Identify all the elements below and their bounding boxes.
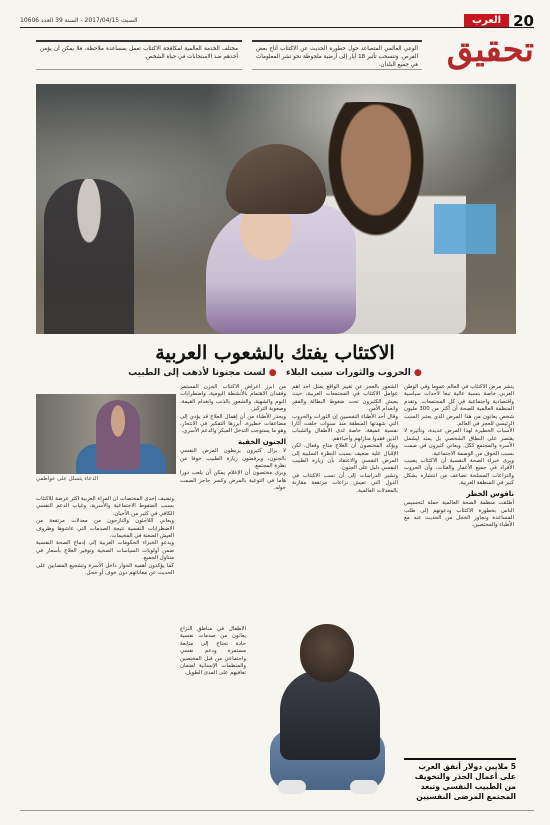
woman-photo-caption: الدعاء يتسلل على عواطفي	[36, 476, 99, 482]
paragraph: وتشير الدراسات إلى أن نسب الاكتئاب في الدول التي تعيش نزاعات مرتفعة مقارنة بالمعدلات العالمية.	[292, 472, 398, 494]
article-column-1	[404, 384, 514, 804]
paragraph: ويدعو الخبراء الحكومات العربية إلى إدماج الصحة النفسية ضمن أولويات السياسات الصحية وتوفير العلاج بأسعار في متناول الجميع.	[36, 540, 174, 562]
article-subheadline	[110, 368, 440, 378]
issue-info: السبت 2017/04/15 - السنة 39 العدد 10606	[20, 17, 138, 24]
brand-logo: العرب	[464, 14, 509, 27]
paragraph: ويعاني اللاجئون والنازحون من معدلات مرتفعة من الاضطرابات النفسية نتيجة الصدمات التي عاشوها وظروف العيش الصعبة في المخيمات.	[36, 518, 174, 540]
photo-boy-shoe	[278, 780, 306, 794]
pull-quote-2: مختلف الخدمة العالمية لمكافحة الاكتئاب تعمل بمساعدة ملاحظة، فلا يمكن أن يؤمن أحدهم ضد الاستجابات في حياة الشخص.	[36, 40, 242, 70]
article-column-3	[180, 384, 286, 624]
photo-boy-shoe	[350, 780, 378, 794]
photo-bystander	[44, 179, 134, 334]
paragraph: الأسباب الخطيرة لهذا المرض عديدة، وتأثيره لا يقتصر على النطاق الشخصي بل يمتد ليشمل الأسرة والمجتمع ككل. ويعاني كثيرون في صمت بسبب الخوف من الوصمة الاجتماعية.	[404, 428, 514, 457]
photo-boy-head	[300, 624, 354, 682]
subhead: الجنون الخفية	[238, 437, 286, 446]
bullet-icon: ●	[268, 368, 277, 378]
paragraph: أطلقت منظمة الصحة العالمية حملة لتحسيس الناس بخطورة الاكتئاب ودعوتهم إلى طلب المساعدة وتجاوز الخجل من الحديث عنه مع الأطباء والمختصين.	[404, 500, 514, 529]
photo-blue-bag	[434, 204, 496, 254]
article-column-4	[36, 496, 174, 796]
paragraph: من أبرز أعراض الاكتئاب الحزن المستمر وفقدان الاهتمام بالأنشطة اليومية، واضطرابات النوم والشهية، والشعور بالذنب وانعدام القيمة، وصعوبة التركيز.	[180, 384, 286, 413]
paragraph: يتشر مرض الاكتئاب في العالم عموما وفي الوطن العربي خاصة بنسبة عالية تبعا لأحداث سياسية واقتصادية واجتماعية في كل المجتمعات. وتقدم المنظمة العالمية للصحة أن أكثر من 300 مليون شخص يعانون من هذا المرض الذي يعتبر السبب الرئيسي للعجز في العالم.	[404, 384, 514, 428]
bullet-icon: ●	[414, 368, 422, 378]
photo-woman-head	[96, 400, 140, 470]
paragraph: كما يؤكدون أهمية الحوار داخل الأسرة وتشجيع المصابين على الحديث عن معاناتهم دون خوف أو خجل.	[36, 562, 174, 577]
photo-child	[206, 204, 356, 334]
woman-photo	[36, 394, 176, 474]
paragraph: ويرى مختصون أن الإعلام يمكن أن يلعب دورا هاما في التوعية بالمرض وكسر حاجز الصمت حوله.	[180, 470, 286, 492]
paragraph: وتضيف إحدى المختصات أن المرأة العربية أكثر عرضة للاكتئاب بسبب الضغوط الاجتماعية والأسرية، وغياب الدعم النفسي الكافي في كثير من الأحيان.	[36, 496, 174, 517]
article-headline: الاكتئاب يفتك بالشعوب العربية	[155, 342, 395, 364]
footer-rule	[20, 810, 534, 811]
paragraph: ويرى خبراء الصحة النفسية أن الاكتئاب يصيب الأفراد في جميع الأعمار والفئات، وأن الحروب والنزاعات المسلحة تضاعف من انتشاره بشكل كبير في المنطقة العربية.	[404, 458, 514, 487]
boy-side-text: الأطفال في مناطق النزاع يعانون من صدمات نفسية حادة تحتاج إلى متابعة مستمرة ودعم نفسي واجتماعي من قبل المختصين والمنظمات الإنسانية لضمان تعافيهم على المدى الطويل.	[180, 626, 246, 677]
paragraph: لا يزال كثيرون يربطون المرض النفسي بالجنون، ويرفضون زيارة الطبيب خوفا من نظرة المجتمع.	[180, 448, 286, 470]
section-title: تحقيق	[446, 30, 534, 70]
fact-box	[404, 758, 516, 806]
pull-quote-1: الوعي العالمي المتصاعد حول خطورة الحديث عن الاكتئاب أتاح بعض الفرص. وتنسحب تأثير 18 أيار إلى أرضية ملحوظة نحو نشر المعلومات في جميع البلدان.	[252, 40, 422, 70]
subheadline-2: لست مجنونا لأذهب إلى الطبيب	[128, 368, 266, 378]
subheadline-1: الحروب والثورات سبب البلاء	[286, 368, 411, 378]
page-number: 20	[513, 11, 534, 30]
paragraph: الشعور بالعجز عن تغيير الواقع يمثل أحد أهم عوامل الاكتئاب في المجتمعات العربية، حيث يعيش الكثيرون تحت ضغوط البطالة والفقر وانعدام الأمن.	[292, 384, 398, 413]
photo-boy-body	[280, 670, 380, 760]
paragraph: ويحذر الأطباء من أن إهمال العلاج قد يؤدي إلى مضاعفات خطيرة، أبرزها التفكير في الانتحار، وهو ما يستوجب التدخل المبكر والدعم الأسري.	[180, 413, 286, 435]
subhead: ناقوس الخطر	[466, 489, 514, 498]
page-header	[20, 11, 534, 30]
fact-box-title: 5 ملايين دولار أنفق العرب على أعمال الحذر والتخويف من الطبيب النفسي وتبعد المجتمع المرضى النفسيين	[414, 762, 516, 801]
paragraph: ويؤكد المختصون أن العلاج متاح وفعال، لكن الإقبال عليه ضعيف بسبب النظرة السلبية إلى المرض النفسي والاعتقاد بأن زيارة الطبيب النفسي دليل على الجنون.	[292, 443, 398, 472]
paragraph: وقال أحد الأطباء النفسيين إن الثورات والحروب التي شهدتها المنطقة منذ سنوات خلفت آثارا نفسية عميقة، خاصة لدى الأطفال والشباب الذين فقدوا منازلهم وأحباءهم.	[292, 413, 398, 442]
hero-photo	[36, 84, 516, 334]
boy-photo	[250, 620, 400, 800]
